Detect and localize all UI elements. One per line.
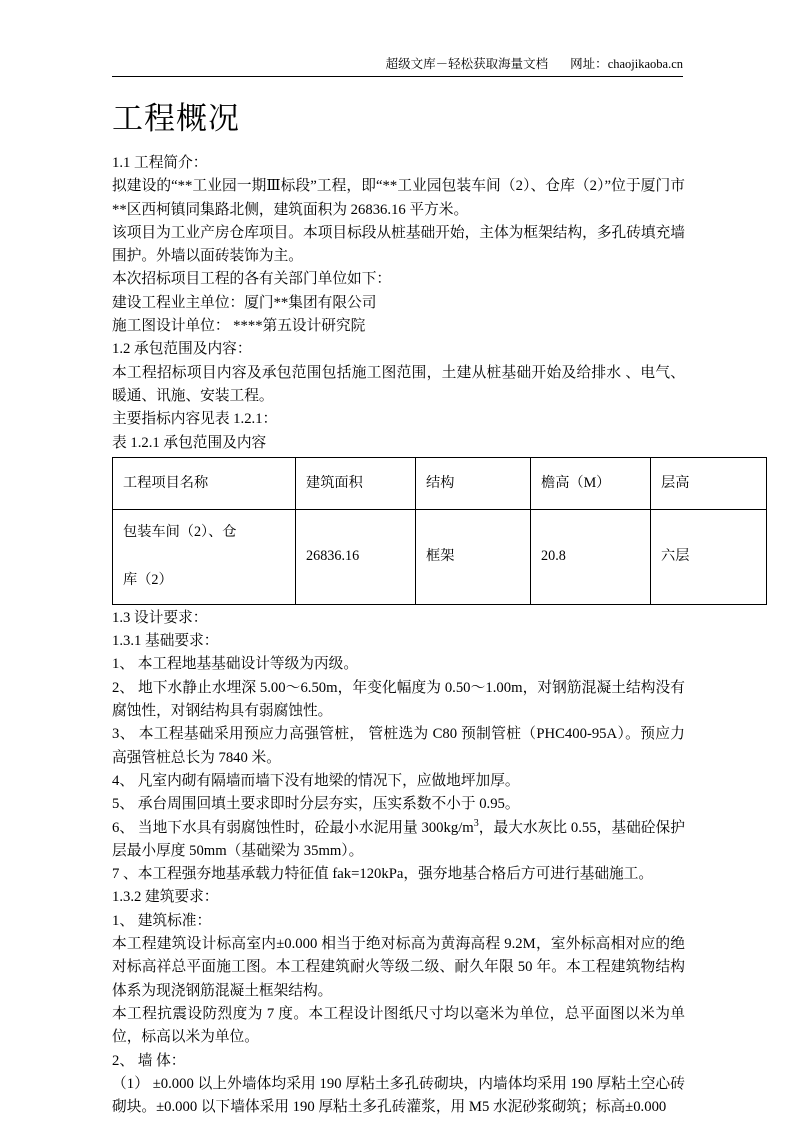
heading-1-1: 1.1 工程简介： [112,155,208,171]
paragraph-1-1-design-unit: 施工图设计单位： ****第五设计研究院 [112,318,366,335]
paragraph-1-1-intro: 拟建设的“**工业园一期Ⅲ标段”工程，即“**工业园包装车间（2）、仓库（2）”位于厦门市**区西柯镇同集路北侧，建筑面积为 26836.16 平方米。 [112,178,685,218]
table-cell-floor-height: 六层 [651,509,767,604]
heading-1-3-1: 1.3.1 基础要求： [112,633,219,650]
paragraph-seismic-units: 本工程抗震设防烈度为 7 度。本工程设计图纸尺寸均以毫米为单位，总平面图以米为单位，标高以米为单位。 [112,1005,685,1046]
header-watermark-text: 超级文库－轻松获取海量文档 [385,57,549,71]
header-site-label: 网址： [570,57,608,71]
list-item-foundation-5: 5、 承台周围回填土要求即时分层夯实，压实系数不小于 0.95。 [112,796,520,813]
heading-1-3: 1.3 设计要求： [112,609,208,626]
table-cell-eaves-height: 20.8 [531,509,651,604]
page-title: 工程概况 [112,101,240,136]
document-running-header [112,56,683,72]
foundation-6-text-b: ，最大水灰比 0.55，基础砼保护层最小厚度 50mm（基础梁为 35mm）。 [112,819,685,859]
list-item-foundation-7: 7 、本工程强夯地基承载力特征值 fak=120kPa，强夯地基合格后方可进行基础施工。 [112,866,654,883]
list-item-foundation-3: 3、 本工程基础采用预应力高强管桩， 管桩选为 C80 预制管桩（PHC400-95A）。预应力高强管桩总长为 7840 米。 [112,726,685,766]
spec-table-wrapper [112,457,690,605]
contract-scope-table [112,457,767,605]
list-item-architecture-2: 2、 墙 体： [112,1052,186,1069]
paragraph-wall-spec: （1） ±0.000 以上外墙体均采用 190 厚粘土多孔砖砌块，内墙体均采用 190 厚粘土空心砖砌块。±0.000 以下墙体采用 190 厚粘土多孔砖灌浆，用 M5 水泥砂浆砌筑；标高±0.000 [112,1075,685,1116]
list-item-architecture-1: 1、 建筑标准： [112,912,212,929]
paragraph-1-1-owner-unit: 建设工程业主单位：厦门**集团有限公司 [112,294,377,311]
table-header-floor-height: 层高 [651,457,767,509]
header-divider-rule [112,76,683,77]
list-item-foundation-6 [112,817,685,864]
table-header-project-name: 工程项目名称 [113,457,296,509]
table-header-eaves-height: 檐高（M） [531,457,651,509]
table-header-row [113,457,767,509]
header-site-url: chaojikaoba.cn [607,57,683,71]
table-cell-project-name [113,509,296,604]
document-body [112,152,690,1119]
list-item-foundation-2: 2、 地下水静止水埋深 5.00～6.50m，年变化幅度为 0.50～1.00m，对钢筋混凝土结构没有腐蚀性，对钢结构具有弱腐蚀性。 [112,679,685,720]
project-name-line-1: 包装车间（2）、仓 [123,524,237,541]
table-header-structure: 结构 [416,457,531,509]
paragraph-architecture-standard: 本工程建筑设计标高室内±0.000 相当于绝对标高为黄海高程 9.2M，室外标高相对应的绝对标高祥总平面施工图。本工程建筑耐火等级二级、耐久年限 50 年。本工程建筑物结构体系为现浇钢筋混凝土框架结构。 [112,936,685,999]
heading-1-3-2: 1.3.2 建筑要求： [112,889,219,906]
cubic-meter-superscript: 3 [473,817,479,829]
paragraph-1-2-scope: 本工程招标项目内容及承包范围包括施工图范围，土建从桩基础开始及给排水 、电气、暖通、讯施、安装工程。 [112,364,685,404]
paragraph-1-1-units-lead: 本次招标项目工程的各有关部门单位如下： [112,271,392,288]
paragraph-1-2-indicators: 主要指标内容见表 1.2.1： [112,411,278,428]
table-cell-building-area: 26836.16 [296,509,416,604]
table-row [113,509,767,604]
table-cell-structure: 框架 [416,509,531,604]
list-item-foundation-4: 4、 凡室内砌有隔墙而墙下没有地梁的情况下，应做地坪加厚。 [112,772,520,789]
table-caption: 表 1.2.1 承包范围及内容 [112,434,267,451]
foundation-6-text-a: 6、 当地下水具有弱腐蚀性时，砼最小水泥用量 300kg/m [112,819,474,836]
project-name-line-2: 库（2） [123,572,173,589]
list-item-foundation-1: 1、 本工程地基基础设计等级为丙级。 [112,656,359,673]
paragraph-1-1-project-type: 该项目为工业产房仓库项目。本项目标段从桩基础开始，主体为框架结构，多孔砖填充墙围护。外墙以面砖装饰为主。 [112,224,685,265]
heading-1-2: 1.2 承包范围及内容： [112,341,252,358]
table-header-building-area: 建筑面积 [296,457,416,509]
